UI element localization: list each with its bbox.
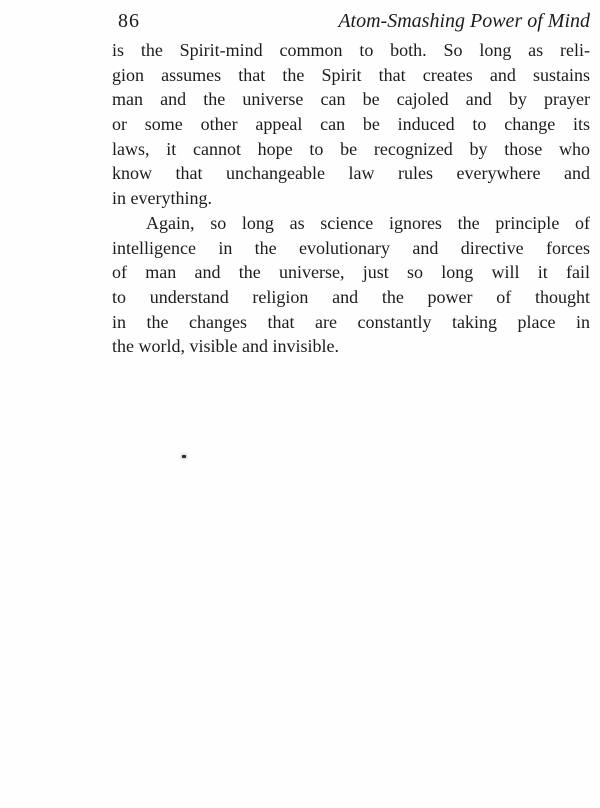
text-line: gion assumes that the Spirit that creates and sustains (112, 64, 590, 85)
text-line: intelligence in the evolutionary and directive forces (112, 237, 590, 258)
text-line: or some other appeal can be induced to change its (112, 114, 590, 135)
paragraph (112, 211, 590, 359)
text-line: man and the universe can be cajoled and by prayer (112, 89, 590, 110)
text-line: Again, so long as science ignores the principle of (146, 212, 590, 233)
text-line: of man and the universe, just so long will it fail (112, 262, 590, 283)
text-line: laws, it cannot hope to be recognized by those who (112, 138, 590, 159)
paragraph (112, 38, 590, 211)
running-title: Atom-Smashing Power of Mind (338, 10, 590, 32)
body-text (112, 38, 590, 359)
text-line: know that unchangeable law rules everywhere and (112, 163, 590, 184)
text-line: in the changes that are constantly taking place in (112, 311, 590, 332)
text-line: to understand religion and the power of thought (112, 286, 590, 307)
ink-speck-artifact (182, 455, 186, 458)
text-line: in everything. (112, 188, 212, 209)
page-header (112, 8, 590, 36)
text-line: the world, visible and invisible. (112, 336, 339, 357)
page-number: 86 (118, 10, 140, 32)
text-line: is the Spirit-mind common to both. So long as reli- (112, 40, 590, 60)
